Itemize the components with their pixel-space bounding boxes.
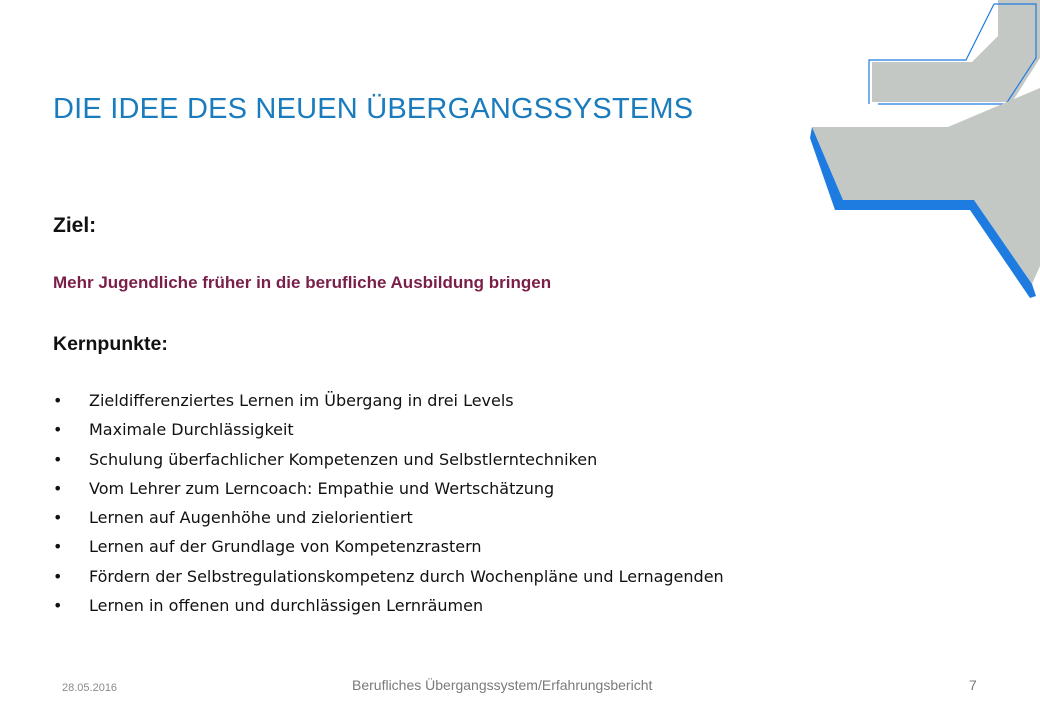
list-item [53, 420, 724, 449]
bullet-icon: • [53, 478, 63, 498]
bullet-icon: • [53, 391, 63, 410]
footer-title: Berufliches Übergangssystem/Erfahrungsbericht [352, 677, 653, 693]
list-item [53, 537, 724, 566]
list-item [53, 567, 724, 596]
slide-title: DIE IDEE DES NEUEN ÜBERGANGSSYSTEMS [53, 93, 694, 125]
footer-date: 28.05.2016 [62, 682, 118, 694]
list-item-text: Vom Lehrer zum Lerncoach: Empathie und Wertschätzung [89, 478, 555, 498]
bullet-icon: • [53, 420, 63, 440]
bullet-icon: • [53, 566, 63, 586]
kernpunkte-label: Kernpunkte: [53, 333, 168, 355]
list-item-text: Schulung überfachlicher Kompetenzen und Selbstlerntechniken [89, 449, 598, 469]
list-item [53, 479, 724, 508]
list-item-text: Maximale Durchlässigkeit [89, 420, 294, 440]
ziel-label: Ziel: [53, 214, 97, 237]
list-item [53, 450, 724, 479]
bullet-icon: • [53, 508, 63, 528]
bullet-icon: • [53, 449, 63, 469]
list-item-text: Zieldifferenziertes Lernen im Übergang in drei Levels [89, 391, 514, 410]
decor-lower-chevron [810, 88, 1040, 298]
page-number: 7 [969, 677, 977, 693]
kernpunkte-list [53, 391, 724, 625]
list-item-text: Lernen in offenen und durchlässigen Lernräumen [89, 596, 484, 616]
list-item [53, 391, 724, 420]
ziel-text: Mehr Jugendliche früher in die berufliche Ausbildung bringen [53, 273, 552, 292]
bullet-icon: • [53, 537, 63, 557]
list-item-text: Lernen auf der Grundlage von Kompetenzrastern [89, 537, 482, 557]
list-item [53, 596, 724, 625]
list-item-text: Lernen auf Augenhöhe und zielorientiert [89, 508, 413, 528]
list-item-text: Fördern der Selbstregulationskompetenz durch Wochenpläne und Lernagenden [89, 566, 724, 586]
bullet-icon: • [53, 596, 63, 616]
list-item [53, 508, 724, 537]
decor-upper-chevron [869, 0, 1040, 104]
